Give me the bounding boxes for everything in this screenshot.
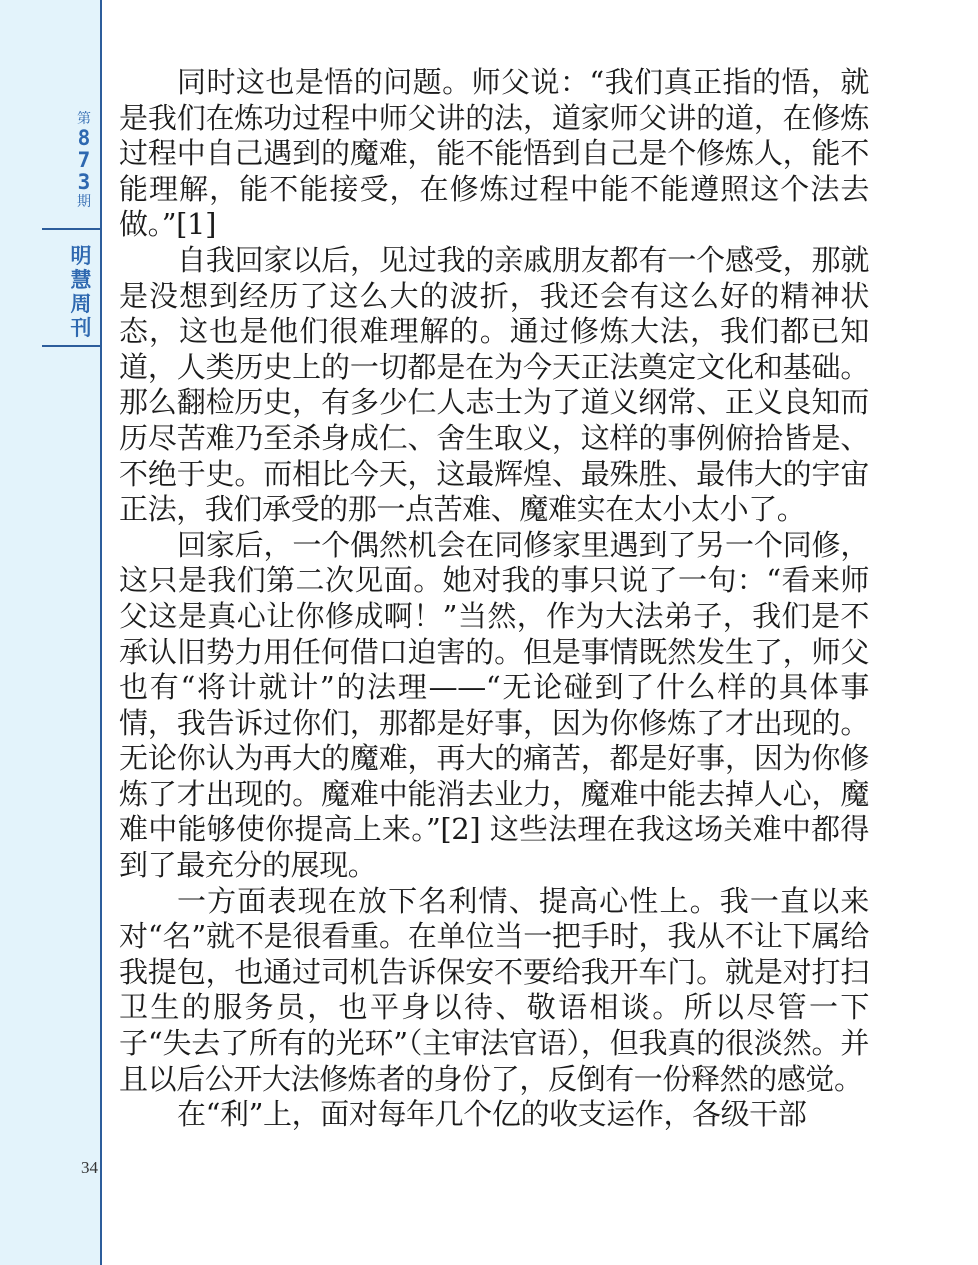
sidebar-rule-top — [42, 228, 102, 230]
page-number: 34 — [81, 1158, 98, 1177]
issue-number — [66, 110, 102, 211]
magazine-char: 刊 — [70, 316, 92, 340]
sidebar-rule-bottom — [42, 345, 102, 347]
issue-prefix: 第 — [77, 111, 91, 127]
issue-digit: 3 — [77, 170, 91, 194]
magazine-title — [62, 244, 100, 340]
paragraph: 自我回家以后，见过我的亲戚朋友都有一个感受，那就是没想到经历了这么大的波折，我还会有这么好的精神状态，这也是他们很难理解的。通过修炼大法，我们都已知道，人类历史上的一切都是在为今天正法奠定文化和基础。那么翻检历史，有多少仁人志士为了道义纲常、正义良知而历尽苦难乃至杀身成仁、舍生取义，这样的事例俯拾皆是、不绝于史。而相比今天，这最辉煌、最殊胜、最伟大的宇宙正法，我们承受的那一点苦难、魔难实在太小太小了。 — [119, 242, 869, 527]
issue-suffix: 期 — [77, 194, 91, 210]
magazine-char: 慧 — [70, 268, 92, 292]
issue-digit: 7 — [77, 148, 91, 172]
magazine-char: 周 — [70, 292, 92, 316]
issue-digit: 8 — [77, 126, 91, 150]
paragraph: 一方面表现在放下名利情、提高心性上。我一直以来对“名”就不是很看重。在单位当一把手时，我从不让下属给我提包，也通过司机告诉保安不要给我开车门。就是对打扫卫生的服务员，也平身以待、敬语相谈。所以尽管一下子“失去了所有的光环”（主审法官语），但我真的很淡然。并且以后公开大法修炼者的身份了，反倒有一份释然的感觉。 — [119, 883, 869, 1096]
paragraph: 在“利”上，面对每年几个亿的收支运作，各级干部 — [177, 1097, 807, 1132]
paragraph: 回家后，一个偶然机会在同修家里遇到了另一个同修，这只是我们第二次见面。她对我的事只说了一句：“看来师父这是真心让你修成啊！”当然，作为大法弟子，我们是不承认旧势力用任何借口迫害的。但是事情既然发生了，师父也有“将计就计”的法理——“无论碰到了什么样的具体事情，我告诉过你们，那都是好事，因为你修炼了才出现的。无论你认为再大的魔难，再大的痛苦，都是好事，因为你修炼了才出现的。魔难中能消去业力，魔难中能去掉人心，魔难中能够使你提高上来。”[2] 这些法理在我这场关难中都得到了最充分的展现。 — [119, 527, 869, 883]
magazine-char: 明 — [70, 244, 92, 268]
paragraph: 同时这也是悟的问题。师父说：“我们真正指的悟，就是我们在炼功过程中师父讲的法，道家师父讲的道，在修炼过程中自己遇到的魔难，能不能悟到自己是个修炼人，能不能理解，能不能接受，在修炼过程中能不能遵照这个法去做。”[1] — [119, 65, 869, 242]
article-body — [119, 65, 869, 1133]
